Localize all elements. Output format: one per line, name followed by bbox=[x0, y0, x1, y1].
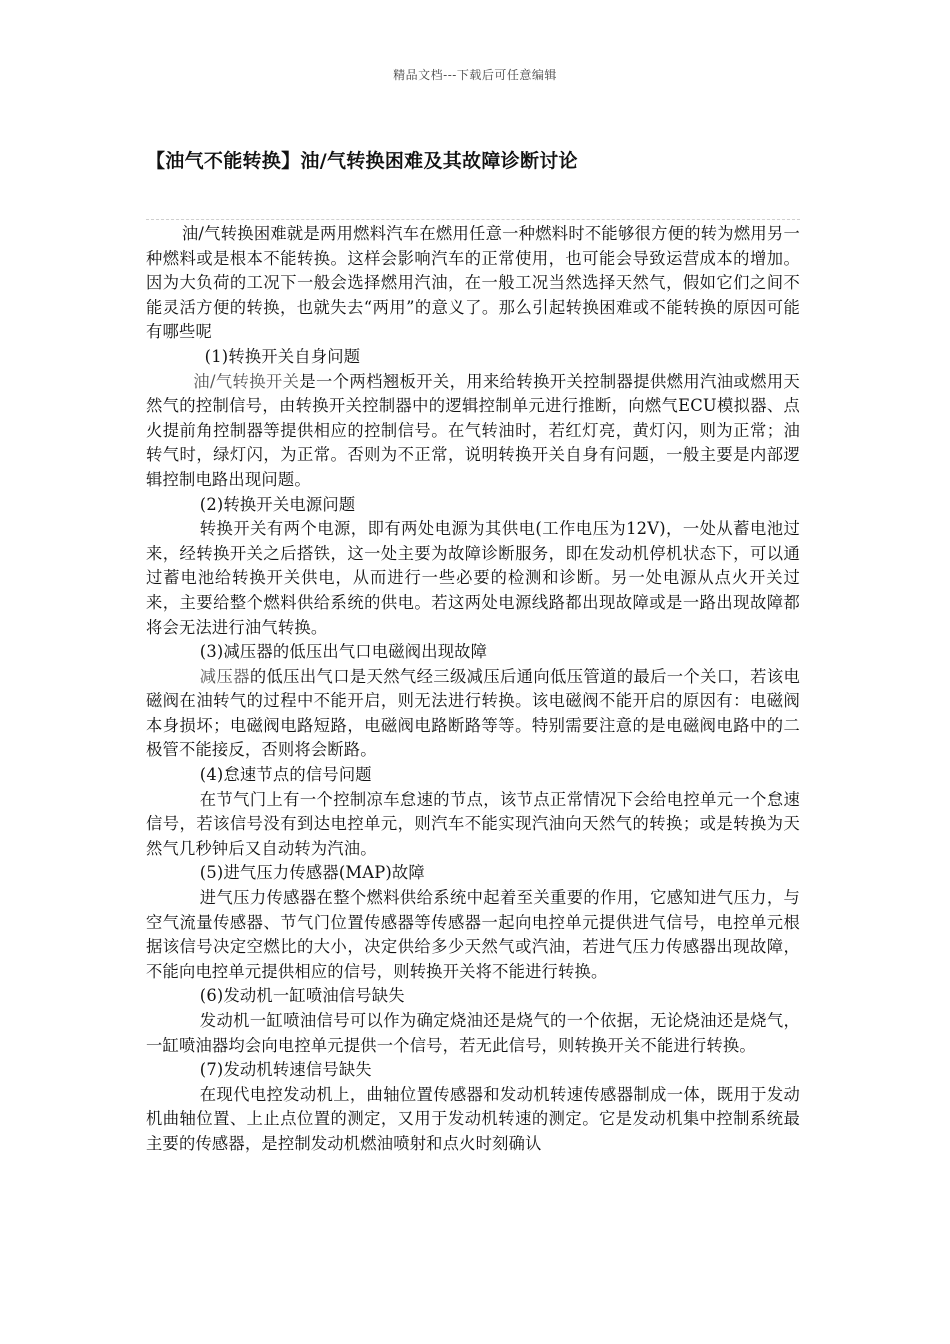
section-paragraph bbox=[146, 370, 800, 493]
divider bbox=[146, 219, 800, 220]
section-paragraph: 在节气门上有一个控制凉车怠速的节点，该节点正常情况下会给电控单元一个怠速信号，若该信号没有到达电控单元，则汽车不能实现汽油向天然气的转换；或是转换为天然气几秒钟后又自动转为汽油。 bbox=[146, 789, 800, 858]
section-heading: (7)发动机转速信号缺失 bbox=[199, 1060, 372, 1080]
term-link-reducer[interactable]: 减压器 bbox=[199, 666, 250, 686]
intro-paragraph: 油/气转换困难就是两用燃料汽车在燃用任意一种燃料时不能够很方便的转为燃用另一种燃料或是根本不能转换。这样会影响汽车的正常使用，也可能会导致运营成本的增加。因为大负荷的工况下一般会选择燃用汽油，在一般工况当然选择天然气，假如它们之间不能灵活方便的转换，也就失去“两用”的意义了。那么引起转换困难或不能转换的原因可能有哪些呢 bbox=[146, 224, 800, 342]
section-heading: (2)转换开关电源问题 bbox=[199, 494, 356, 514]
section-text: 的低压出气口是天然气经三级减压后通向低压管道的最后一个关口，若该电磁阀在油转气的过程中不能开启，则无法进行转换。该电磁阀不能开启的原因有：电磁阀本身损坏；电磁阀电路短路，电磁阀电路断路等等。特别需要注意的是电磁阀电路中的二极管不能接反，否则将会断路。 bbox=[146, 666, 800, 760]
section-heading: (3)减压器的低压出气口电磁阀出现故障 bbox=[199, 642, 488, 662]
section-heading: (4)怠速节点的信号问题 bbox=[199, 765, 372, 785]
section-paragraph: 转换开关有两个电源，即有两处电源为其供电(工作电压为12V)，一处从蓄电池过来，经转换开关之后搭铁，这一处主要为故障诊断服务，即在发动机停机状态下，可以通过蓄电池给转换开关供电，从而进行一些必要的检测和诊断。另一处电源从点火开关过来，主要给整个燃料供给系统的供电。若这两处电源线路都出现故障或是一路出现故障都将会无法进行油气转换。 bbox=[146, 519, 800, 637]
document-title: 【油气不能转换】油/气转换困难及其故障诊断讨论 bbox=[146, 150, 578, 172]
section-paragraph: 在现代电控发动机上，曲轴位置传感器和发动机转速传感器制成一体，既用于发动机曲轴位置、上止点位置的测定，又用于发动机转速的测定。它是发动机集中控制系统最主要的传感器，是控制发动机燃油喷射和点火时刻确认 bbox=[146, 1084, 800, 1153]
section-paragraph bbox=[146, 665, 800, 763]
section-text: 是一个两档翘板开关，用来给转换开关控制器提供燃用汽油或燃用天然气的控制信号，由转换开关控制器中的逻辑控制单元进行推断，向燃气ECU模拟器、点火提前角控制器等提供相应的控制信号。在气转油时，若红灯亮，黄灯闪，则为正常；油转气时，绿灯闪，为正常。否则为不正常，说明转换开关自身有问题，一般主要是内部逻辑控制电路出现问题。 bbox=[146, 371, 800, 489]
section-paragraph: 发动机一缸喷油信号可以作为确定烧油还是烧气的一个依据，无论烧油还是烧气，一缸喷油器均会向电控单元提供一个信号，若无此信号，则转换开关不能进行转换。 bbox=[146, 1011, 800, 1055]
section-heading: (5)进气压力传感器(MAP)故障 bbox=[199, 863, 425, 883]
term-link-switch[interactable]: 油/气转换开关 bbox=[193, 371, 300, 391]
section-heading: (1)转换开关自身问题 bbox=[204, 346, 361, 366]
section-paragraph: 进气压力传感器在整个燃料供给系统中起着至关重要的作用，它感知进气压力，与空气流量传感器、节气门位置传感器等传感器一起向电控单元提供进气信号，电控单元根据该信号决定空燃比的大小，决定供给多少天然气或汽油，若进气压力传感器出现故障，不能向电控单元提供相应的信号，则转换开关将不能进行转换。 bbox=[146, 888, 800, 981]
document-body bbox=[146, 222, 800, 1157]
section-heading: (6)发动机一缸喷油信号缺失 bbox=[199, 986, 405, 1006]
page-header-note: 精品文档---下载后可任意编辑 bbox=[393, 68, 557, 82]
